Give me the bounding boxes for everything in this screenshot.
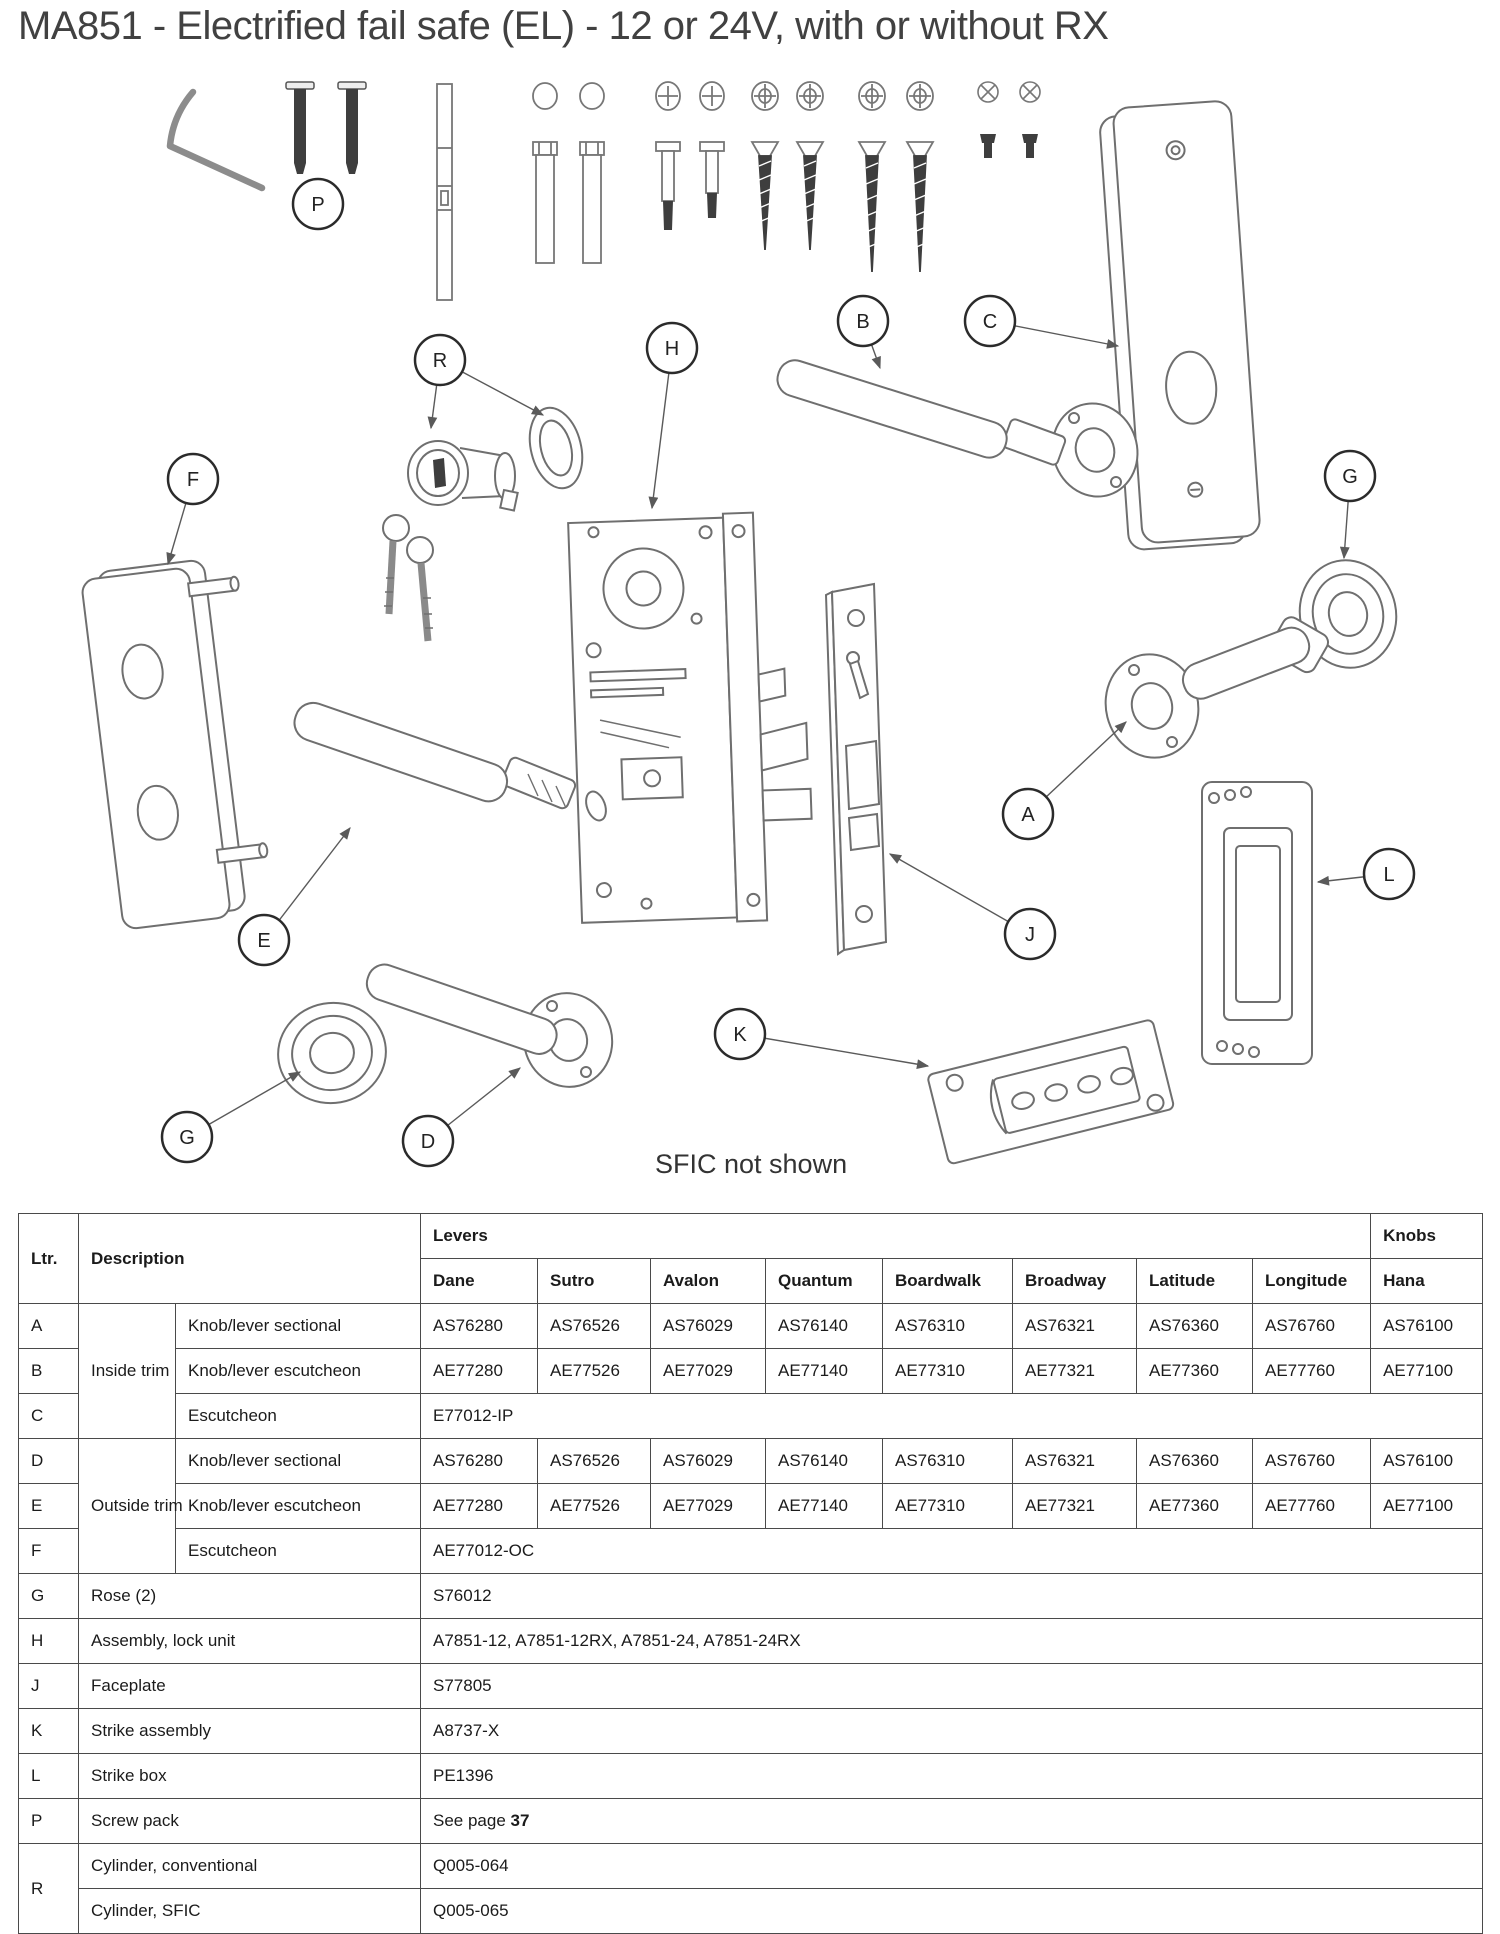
row-letter: D <box>19 1439 79 1484</box>
sfic-note: SFIC not shown <box>655 1149 848 1179</box>
part-number-cell: S76012 <box>421 1574 1483 1619</box>
part-number-cell: AS76526 <box>538 1304 651 1349</box>
col-header-longitude: Longitude <box>1253 1259 1371 1304</box>
part-number-cell: S77805 <box>421 1664 1483 1709</box>
callout-f <box>168 454 218 504</box>
header-ltr: Ltr. <box>19 1214 79 1304</box>
svg-text:B: B <box>856 311 870 333</box>
row-description: Knob/lever escutcheon <box>176 1484 421 1529</box>
col-header-dane: Dane <box>421 1259 538 1304</box>
row-letter: E <box>19 1484 79 1529</box>
svg-text:E: E <box>257 930 271 952</box>
lever-e <box>290 698 610 823</box>
part-number-cell: AS76321 <box>1013 1439 1137 1484</box>
header-knobs: Knobs <box>1371 1214 1483 1259</box>
table-row-sfic <box>19 1889 1483 1934</box>
svg-text:G: G <box>179 1127 195 1149</box>
mounting-screws <box>286 82 366 174</box>
part-number-cell: PE1396 <box>421 1754 1483 1799</box>
table-row-g <box>19 1574 1483 1619</box>
table-row-h <box>19 1619 1483 1664</box>
svg-text:P: P <box>311 194 325 216</box>
part-number-cell: AS76310 <box>883 1439 1013 1484</box>
part-number-cell: AS76321 <box>1013 1304 1137 1349</box>
strike-assembly-k <box>927 1019 1174 1164</box>
row-description: Escutcheon <box>176 1394 421 1439</box>
svg-text:K: K <box>733 1024 747 1046</box>
part-number-cell: AE77760 <box>1253 1484 1371 1529</box>
row-description: Strike box <box>79 1754 421 1799</box>
part-number-cell: AE77360 <box>1137 1484 1253 1529</box>
callout-p <box>293 179 343 229</box>
row-description: Cylinder, SFIC <box>79 1889 421 1934</box>
part-number-cell: E77012-IP <box>421 1394 1483 1439</box>
svg-text:L: L <box>1383 864 1395 886</box>
svg-text:D: D <box>420 1131 436 1153</box>
part-number-cell: AE77321 <box>1013 1349 1137 1394</box>
escutcheon-plate-f <box>80 555 278 929</box>
page-title: MA851 - Electrified fail safe (EL) - 12 or 24V, with or without RX <box>18 4 1109 48</box>
svg-text:J: J <box>1025 924 1035 946</box>
header-row-groups <box>19 1214 1483 1259</box>
part-number-cell: AE77360 <box>1137 1349 1253 1394</box>
exploded-diagram <box>0 58 1500 1208</box>
part-number-cell: A7851-12, A7851-12RX, A7851-24, A7851-24RX <box>421 1619 1483 1664</box>
callout-c <box>965 296 1015 346</box>
row-letter: H <box>19 1619 79 1664</box>
callout-h <box>647 323 697 373</box>
part-number-cell: AE77280 <box>421 1349 538 1394</box>
part-number-cell: AE77310 <box>883 1349 1013 1394</box>
row-letter: C <box>19 1394 79 1439</box>
row-description: Knob/lever sectional <box>176 1304 421 1349</box>
allen-key <box>170 92 262 188</box>
collar-ring <box>522 402 590 494</box>
row-letter: B <box>19 1349 79 1394</box>
part-number-cell: AS76029 <box>651 1439 766 1484</box>
part-number-cell: Q005-064 <box>421 1844 1483 1889</box>
part-number-cell: AE77526 <box>538 1349 651 1394</box>
svg-text:C: C <box>982 311 998 333</box>
row-letter: A <box>19 1304 79 1349</box>
part-number-cell: AE77760 <box>1253 1349 1371 1394</box>
callout-g-right <box>1325 451 1375 501</box>
strike-box-l <box>1202 782 1312 1064</box>
callout-j <box>1005 909 1055 959</box>
part-number-cell: AS76360 <box>1137 1439 1253 1484</box>
col-header-latitude: Latitude <box>1137 1259 1253 1304</box>
col-header-sutro: Sutro <box>538 1259 651 1304</box>
svg-text:F: F <box>186 469 200 491</box>
part-number-cell: AE77140 <box>766 1349 883 1394</box>
table-row-j <box>19 1664 1483 1709</box>
row-letter: P <box>19 1799 79 1844</box>
col-header-avalon: Avalon <box>651 1259 766 1304</box>
row-letter: J <box>19 1664 79 1709</box>
part-number-cell: AS76100 <box>1371 1439 1483 1484</box>
part-number-cell: AS76140 <box>766 1439 883 1484</box>
part-number-cell: AE77100 <box>1371 1484 1483 1529</box>
row-description: Assembly, lock unit <box>79 1619 421 1664</box>
table-row-d <box>19 1439 1483 1484</box>
callout-k <box>715 1009 765 1059</box>
table-row-e <box>19 1484 1483 1529</box>
svg-text:H: H <box>664 338 680 360</box>
table-row-f <box>19 1529 1483 1574</box>
col-header-hana: Hana <box>1371 1259 1483 1304</box>
part-number-cell: AE77029 <box>651 1349 766 1394</box>
part-number-cell: AE77140 <box>766 1484 883 1529</box>
part-number-cell: A8737-X <box>421 1709 1483 1754</box>
part-number-cell: AS76100 <box>1371 1304 1483 1349</box>
spindle <box>437 84 452 300</box>
callout-g-left <box>162 1112 212 1162</box>
trim-group-label: Inside trim <box>79 1304 176 1439</box>
part-number-cell: AS76280 <box>421 1304 538 1349</box>
faceplate-j <box>826 584 886 954</box>
row-description: Faceplate <box>79 1664 421 1709</box>
page-number: 37 <box>510 1811 530 1830</box>
part-number-cell: AS76140 <box>766 1304 883 1349</box>
table-row-a <box>19 1304 1483 1349</box>
part-number-cell <box>421 1799 1483 1844</box>
callout-l <box>1364 849 1414 899</box>
lever-b <box>773 356 1149 508</box>
svg-text:G: G <box>1342 466 1358 488</box>
callout-r <box>415 335 465 385</box>
callout-e <box>239 915 289 965</box>
table-row-l <box>19 1754 1483 1799</box>
binding-screws <box>656 82 724 230</box>
col-header-broadway: Broadway <box>1013 1259 1137 1304</box>
row-letter: R <box>19 1844 79 1934</box>
row-description: Knob/lever escutcheon <box>176 1349 421 1394</box>
callout-a <box>1003 789 1053 839</box>
part-number-cell: AS76360 <box>1137 1304 1253 1349</box>
part-number-cell: AS76280 <box>421 1439 538 1484</box>
part-number-cell: AE77310 <box>883 1484 1013 1529</box>
table-row-b <box>19 1349 1483 1394</box>
lever-d <box>362 960 622 1096</box>
svg-text:R: R <box>432 350 448 372</box>
part-number-cell: AS76526 <box>538 1439 651 1484</box>
part-number-cell: AE77012-OC <box>421 1529 1483 1574</box>
part-number-cell: AE77029 <box>651 1484 766 1529</box>
part-number-cell: AS76029 <box>651 1304 766 1349</box>
part-number-cell: AE77280 <box>421 1484 538 1529</box>
lock-body <box>568 511 815 927</box>
row-description: Escutcheon <box>176 1529 421 1574</box>
row-description: Strike assembly <box>79 1709 421 1754</box>
row-description: Knob/lever sectional <box>176 1439 421 1484</box>
header-levers: Levers <box>421 1214 1371 1259</box>
row-letter: L <box>19 1754 79 1799</box>
table-row-r <box>19 1844 1483 1889</box>
col-header-boardwalk: Boardwalk <box>883 1259 1013 1304</box>
row-letter: F <box>19 1529 79 1574</box>
parts-table <box>18 1213 1483 1934</box>
part-number-cell: AS76760 <box>1253 1439 1371 1484</box>
col-header-quantum: Quantum <box>766 1259 883 1304</box>
table-row-p <box>19 1799 1483 1844</box>
row-letter: G <box>19 1574 79 1619</box>
part-number-cell: AS76760 <box>1253 1304 1371 1349</box>
table-row-c <box>19 1394 1483 1439</box>
part-number-cell: AS76310 <box>883 1304 1013 1349</box>
callout-d <box>403 1116 453 1166</box>
row-description: Cylinder, conventional <box>79 1844 421 1889</box>
wood-screws <box>752 82 933 272</box>
trim-group-label: Outside trim <box>79 1439 176 1574</box>
set-screws <box>978 82 1040 158</box>
through-bolt-posts <box>533 83 604 263</box>
svg-text:A: A <box>1021 804 1035 826</box>
row-description: Screw pack <box>79 1799 421 1844</box>
table-row-k <box>19 1709 1483 1754</box>
mortise-cylinder <box>383 441 518 641</box>
see-page-text: See page <box>433 1811 511 1830</box>
header-description: Description <box>79 1214 421 1304</box>
part-number-cell: AE77100 <box>1371 1349 1483 1394</box>
row-letter: K <box>19 1709 79 1754</box>
callout-b <box>838 296 888 346</box>
part-number-cell: AE77526 <box>538 1484 651 1529</box>
lever-a <box>1095 614 1332 768</box>
part-number-cell: Q005-065 <box>421 1889 1483 1934</box>
part-number-cell: AE77321 <box>1013 1484 1137 1529</box>
row-description: Rose (2) <box>79 1574 421 1619</box>
rose-g-left <box>270 994 394 1111</box>
